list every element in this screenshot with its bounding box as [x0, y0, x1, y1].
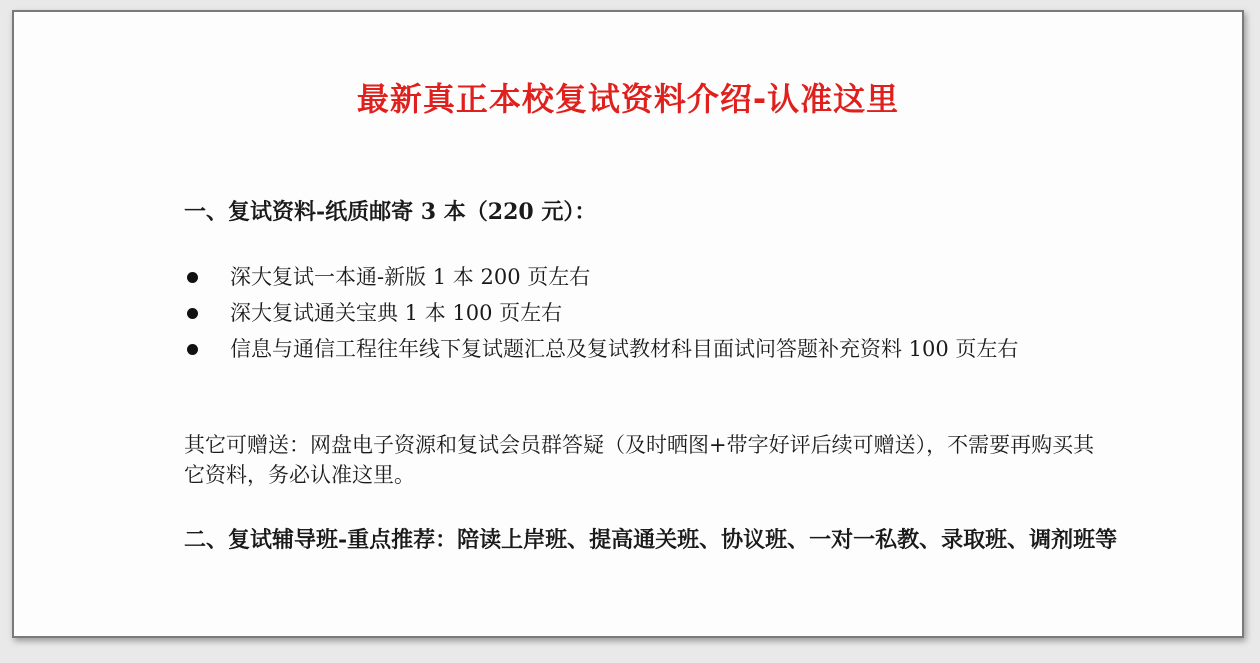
list-item-text: 深大复试通关宝典 1 本 100 页左右 — [230, 301, 563, 325]
list-item-text: 深大复试一本通-新版 1 本 200 页左右 — [230, 265, 591, 289]
bullet-icon — [187, 272, 198, 283]
list-item — [184, 334, 1114, 364]
materials-list — [184, 262, 1114, 370]
section-heading-materials: 一、复试资料-纸质邮寄 3 本（220 元）： — [184, 199, 597, 225]
list-item-text: 信息与通信工程往年线下复试题汇总及复试教材科目面试问答题补充资料 100 页左右 — [230, 337, 1019, 361]
document-page — [12, 10, 1244, 638]
list-item — [184, 298, 1114, 328]
bullet-icon — [187, 308, 198, 319]
bullet-icon — [187, 344, 198, 355]
gift-note: 其它可赠送：网盘电子资源和复试会员群答疑（及时晒图+带字好评后续可赠送），不需要再购买其它资料，务必认准这里。 — [184, 433, 1095, 487]
list-item — [184, 262, 1114, 292]
page-title: 最新真正本校复试资料介绍-认准这里 — [356, 80, 900, 118]
section-heading-tutoring: 二、复试辅导班-重点推荐：陪读上岸班、提高通关班、协议班、一对一私教、录取班、调剂班等 — [184, 527, 1118, 553]
